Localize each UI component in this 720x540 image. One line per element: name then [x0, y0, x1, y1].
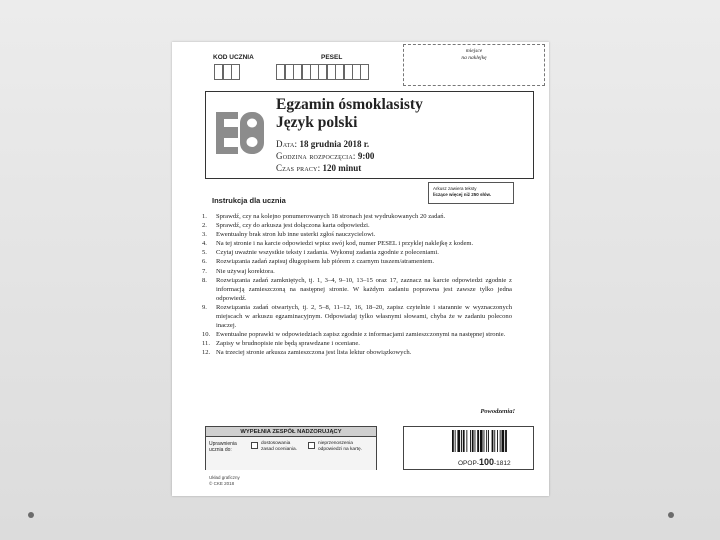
- instruction-number: 4.: [202, 240, 207, 248]
- instruction-text: Zapisy w brudnopisie nie będą sprawdzane i oceniane.: [216, 340, 360, 348]
- instruction-text: Ewentualne poprawki w odpowiedziach zapisz zgodnie z informacjami zamieszczonymi na następnej stronie.: [216, 331, 506, 339]
- copyright-note: Układ graficzny © CKE 2018: [209, 475, 240, 486]
- exam-code: OPOP-100-1812: [458, 457, 511, 467]
- instruction-text: Rozwiązania zadań zamkniętych, tj. 1, 3–4, 9–10, 13–15 oraz 17, zaznacz na karcie odpowiedzi zgodnie z informacją zamieszczoną na następnej stronie. W każdym zadaniu poprawna jest zawsze tylko jedna odpowiedź.: [216, 276, 512, 302]
- adjust-grading-label: dostosowania zasad oceniania.: [261, 441, 298, 452]
- instruction-number: 3.: [202, 231, 207, 239]
- instruction-number: 7.: [202, 267, 207, 275]
- instruction-text: Rozwiązania zadań zapisuj długopisem lub piórem z czarnym tuszem/atramentem.: [216, 258, 435, 266]
- supervisor-heading: WYPEŁNIA ZESPÓŁ NADZORUJĄCY: [206, 427, 376, 437]
- instruction-number: 9.: [202, 303, 207, 311]
- e8-logo-icon: [216, 112, 266, 154]
- student-rights-label: Uprawnienia ucznia do:: [209, 441, 237, 453]
- instruction-text: Ewentualny brak stron lub inne usterki zgłoś nauczycielowi.: [216, 231, 376, 239]
- sticker-label-2: na naklejkę: [461, 54, 487, 61]
- exam-sheet: [172, 42, 549, 496]
- instruction-number: 5.: [202, 249, 207, 257]
- exam-subject: Język polski: [276, 114, 358, 131]
- kod-ucznia-boxes: [215, 64, 240, 80]
- instructions-title: Instrukcja dla ucznia: [212, 196, 286, 205]
- instruction-item: [202, 221, 512, 230]
- exam-title-line1: Egzamin ósmoklasisty: [276, 96, 423, 113]
- instruction-text: Rozwiązania zadań otwartych, tj. 2, 5–8, 11–12, 16, 18–20, zapisz czytelnie i starannie w wyznaczonych miejscach w arkuszu egzaminacyjnym. Odpowiadaj tylko własnymi słowami, chyba że w zadaniu polecono inaczej.: [216, 303, 512, 330]
- instruction-item: [202, 230, 512, 239]
- good-luck-text: Powodzenia!: [480, 408, 515, 415]
- kod-ucznia-label: KOD UCZNIA: [213, 54, 254, 61]
- instructions-list: [202, 212, 512, 358]
- instruction-number: 2.: [202, 222, 207, 230]
- instruction-text: Na trzeciej stronie arkusza zamieszczona jest lista lektur obowiązkowych.: [216, 349, 412, 357]
- instruction-item: [202, 303, 512, 330]
- exam-start-time: Godzina rozpoczęcia: 9:00: [276, 151, 375, 161]
- slide-bullet-left: [28, 512, 34, 518]
- instruction-item: [202, 330, 512, 339]
- instruction-item: [202, 348, 512, 357]
- instruction-number: 8.: [202, 276, 207, 284]
- instruction-text: Nie używaj korektora.: [216, 267, 275, 275]
- instruction-item: [202, 239, 512, 248]
- exam-duration: Czas pracy: 120 minut: [276, 163, 362, 173]
- pesel-boxes: [277, 64, 369, 80]
- instruction-number: 12.: [202, 349, 211, 357]
- instruction-text: Czytaj uważnie wszystkie teksty i zadania. Wykonuj zadania zgodnie z poleceniami.: [216, 249, 439, 257]
- adjust-grading-checkbox[interactable]: [251, 442, 258, 449]
- instruction-number: 10.: [202, 331, 211, 339]
- instruction-text: Sprawdź, czy do arkusza jest dołączona karta odpowiedzi.: [216, 222, 370, 230]
- instruction-item: [202, 212, 512, 221]
- instruction-item: [202, 257, 512, 266]
- exam-title: [276, 96, 423, 132]
- instruction-number: 6.: [202, 258, 207, 266]
- instruction-text: Sprawdź, czy na kolejno ponumerowanych 18 stronach jest wydrukowanych 20 zadań.: [216, 213, 446, 220]
- exam-date: Data: 18 grudnia 2018 r.: [276, 139, 370, 149]
- instruction-item: [202, 339, 512, 348]
- instruction-number: 1.: [202, 213, 207, 220]
- text-length-note: Arkusz zawiera teksty liczące więcej niż 250 słów.: [428, 182, 514, 204]
- no-transfer-label: nieprzenoszenia odpowiedzi na kartę.: [318, 441, 362, 452]
- instruction-number: 11.: [202, 340, 210, 348]
- instruction-item: [202, 276, 512, 303]
- pesel-label: PESEL: [321, 54, 343, 61]
- instruction-text: Na tej stronie i na karcie odpowiedzi wpisz swój kod, numer PESEL i przyklej naklejkę z kodem.: [216, 240, 474, 248]
- no-transfer-checkbox[interactable]: [308, 442, 315, 449]
- exam-header: [205, 91, 534, 179]
- sticker-area: [403, 44, 545, 86]
- instruction-item: [202, 248, 512, 257]
- barcode-section: [403, 426, 534, 470]
- sticker-label-1: miejsce: [465, 48, 483, 54]
- slide-bullet-right: [668, 512, 674, 518]
- supervisor-section: [205, 426, 377, 470]
- barcode-icon: [452, 430, 526, 452]
- instruction-item: [202, 267, 512, 276]
